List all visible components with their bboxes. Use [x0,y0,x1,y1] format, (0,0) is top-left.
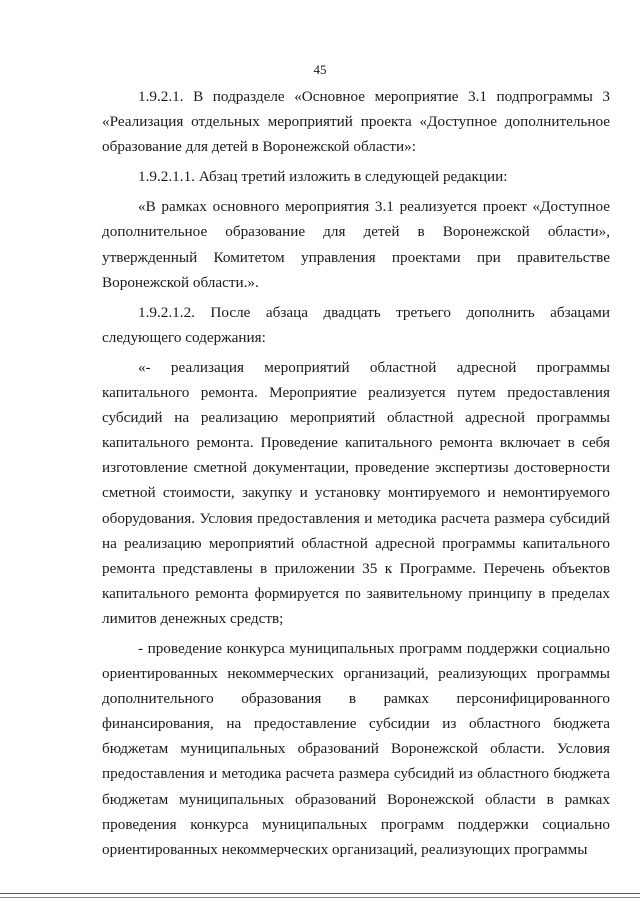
paragraph-contest: - проведение конкурса муниципальных программ поддержки социально ориентированных некоммерческих организаций, реализующих программы дополнительного образования в рамках персонифицированного финансирования, на предоставление субсидии из областного бюджета бюджетам муниципальных образований Воронежской области. Условия предоставления и методика расчета размера субсидий из областного бюджета бюджетам муниципальных образований Воронежской области в рамках проведения конкурса муниципальных программ поддержки социально ориентированных некоммерческих организаций, реализующих программы [102,639,610,858]
page-number: 45 [313,62,327,77]
paragraph-1-9-2-1-2: 1.9.2.1.2. После абзаца двадцать третьего дополнить абзацами следующего содержания: [102,303,610,346]
document-body [102,84,610,862]
footer-rule-secondary [0,897,640,898]
paragraph-quote-project: «В рамках основного мероприятия 3.1 реализуется проект «Доступное дополнительное образование для детей в Воронежской области», утвержденный Комитетом управления проектами при правительстве Воронежской области.». [102,198,610,291]
paragraph-capital-repair: «- реализация мероприятий областной адресной программы капитального ремонта. Мероприятие реализуется путем предоставления субсидий на реализацию мероприятий областной адресной программы капитального ремонта. Проведение капитального ремонта включает в себя изготовление сметной документации, проведение экспертизы достоверности сметной стоимости, закупку и установку монтируемого и немонтируемого оборудования. Условия предоставления и методика расчета размера субсидий на реализацию мероприятий областной адресной программы капитального ремонта представлены в приложении 35 к Программе. Перечень объектов капитального ремонта формируется по заявительному принципу в пределах лимитов денежных средств; [102,358,610,627]
footer-rule [0,893,640,894]
paragraph-1-9-2-1: 1.9.2.1. В подразделе «Основное мероприятие 3.1 подпрограммы 3 «Реализация отдельных мероприятий проекта «Доступное дополнительное образование для детей в Воронежской области»: [102,88,610,156]
paragraph-1-9-2-1-1: 1.9.2.1.1. Абзац третий изложить в следующей редакции: [138,168,508,186]
